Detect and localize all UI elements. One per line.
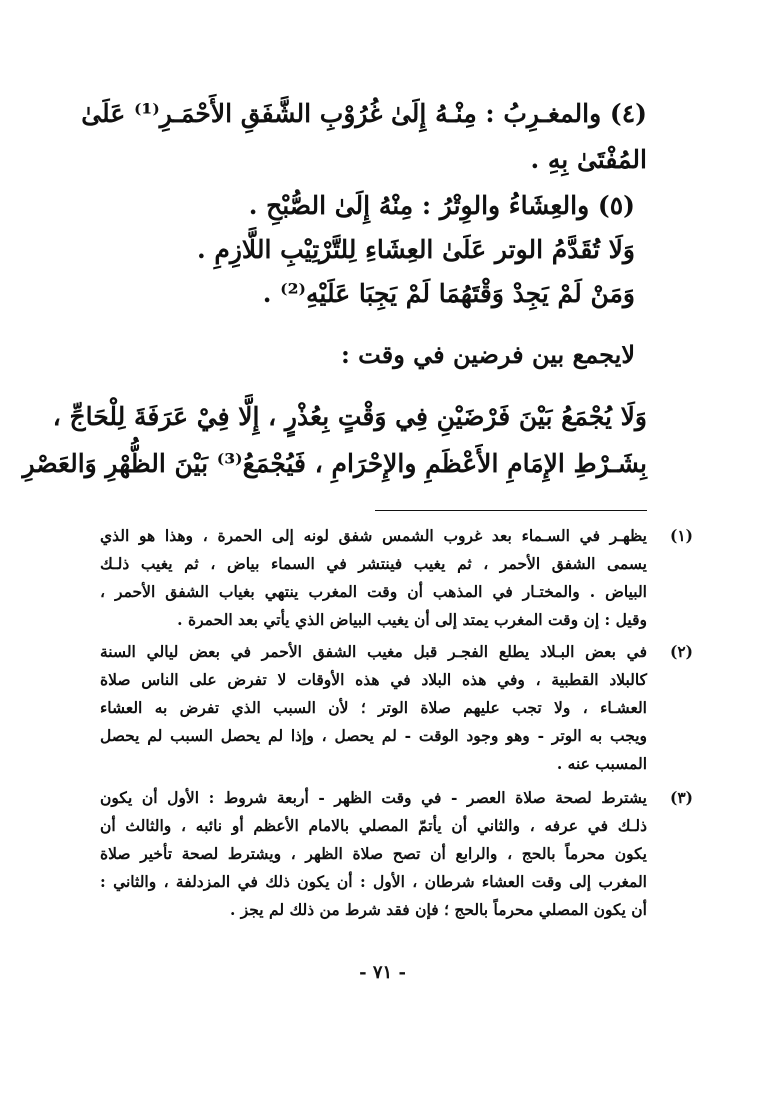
footnote-2-line-1: في بعض البـلاد يطلع الفجـر قبل مغيب الشفق الأحمر في بعض ليالي السنة xyxy=(100,642,647,661)
footnote-1-line-4: وقيل : إن وقت المغرب يمتد إلى أن يغيب البياض الذي يأتي بعد الحمرة . xyxy=(177,610,647,629)
footnote-3-line-2: ذلـك في عرفه ، والثاني أن يأتمّ المصلي بالامام الأعظم أو نائبه ، والثالث أن xyxy=(100,816,647,835)
footnote-3-line-3: يكون محرماً بالحج ، والرابع أن تصح صلاة الظهر ، ويشترط لصحة تأخير صلاة xyxy=(100,844,647,863)
section-heading: لايجمع بين فرضين في وقت : xyxy=(340,340,635,369)
footnote-2-line-3: العشـاء ، ولا تجب عليهم صلاة الوتر ؛ لأن السبب الذي تفرض به العشاء xyxy=(100,698,647,717)
para-line-2: بِشَـرْطِ الإِمَامِ الأَعْظَمِ والإِحْرَامِ ، فَيُجْمَعُ⁽³⁾ بَيْنَ الظُّهْرِ وَالعَصْرِ xyxy=(22,449,647,478)
footnote-1-line-1: يظهـر في السـماء بعد غروب الشمس شفق لونه إلى الحمرة ، وهذا هو الذي xyxy=(100,526,647,545)
body-line-3: (٥) والعِشَاءُ والوِتْرُ : مِنْهُ إِلَىٰ الصُّبْحِ . xyxy=(248,191,635,220)
footnote-number-1: (١) xyxy=(669,526,693,545)
footnote-2-line-5: المسبب عنه . xyxy=(556,754,647,773)
body-line-4: وَلَا تُقَدَّمُ الوتر عَلَىٰ العِشَاءِ لِلتَّرْتِيْبِ اللَّازِمِ . xyxy=(196,235,635,264)
page-number: - ٧١ - xyxy=(359,962,406,983)
footnote-number-2: (٢) xyxy=(669,642,693,661)
body-line-1: (٤) والمغـرِبُ : مِنْـهُ إِلَىٰ غُرُوْبِ الشَّفَقِ الأَحْمَـرِ⁽¹⁾ عَلَىٰ xyxy=(81,99,647,128)
para-line-1: وَلَا يُجْمَعُ بَيْنَ فَرْضَيْنِ فِي وَقْتٍ بِعُذْرٍ ، إِلَّا فِيْ عَرَفَةَ لِلْحَاجِّ ، xyxy=(52,402,647,431)
footnote-3-line-5: أن يكون المصلي محرماً بالحج ؛ فإن فقد شرط من ذلك لم يجز . xyxy=(229,900,647,919)
footnote-number-3: (٣) xyxy=(669,788,693,807)
footnote-separator xyxy=(375,510,647,511)
footnote-2-line-4: ويجب به الوتر - وهو وجود الوقت - لم يحصل ، وإذا لم يحصل السبب لم يحصل xyxy=(100,726,647,745)
footnote-3-line-1: يشترط لصحة صلاة العصر - في وقت الظهر - أربعة شروط : الأول أن يكون xyxy=(100,788,647,807)
body-line-2: المُفْتَىٰ بِهِ . xyxy=(530,145,647,174)
footnote-1-line-2: يسمى الشفق الأحمر ، ثم يغيب فينتشر في السماء بياض ، ثم يغيب ذلـك xyxy=(100,554,647,573)
body-line-5: وَمَنْ لَمْ يَجِدْ وَقْتَهُمَا لَمْ يَجِبَا عَلَيْهِ⁽²⁾ . xyxy=(262,279,635,308)
footnote-1-line-3: البياض . والمختـار في المذهب أن وقت المغرب ينتهي بغياب الشفق الأحمر ، xyxy=(100,582,647,601)
footnote-2-line-2: كالبلاد القطبية ، وفي هذه البلاد في هذه الأوقات لا تفرض على الناس صلاة xyxy=(100,670,647,689)
footnote-3-line-4: المغرب إلى وقت العشاء شرطان ، الأول : أن يكون ذلك في المزدلفة ، والثاني : xyxy=(100,872,647,891)
